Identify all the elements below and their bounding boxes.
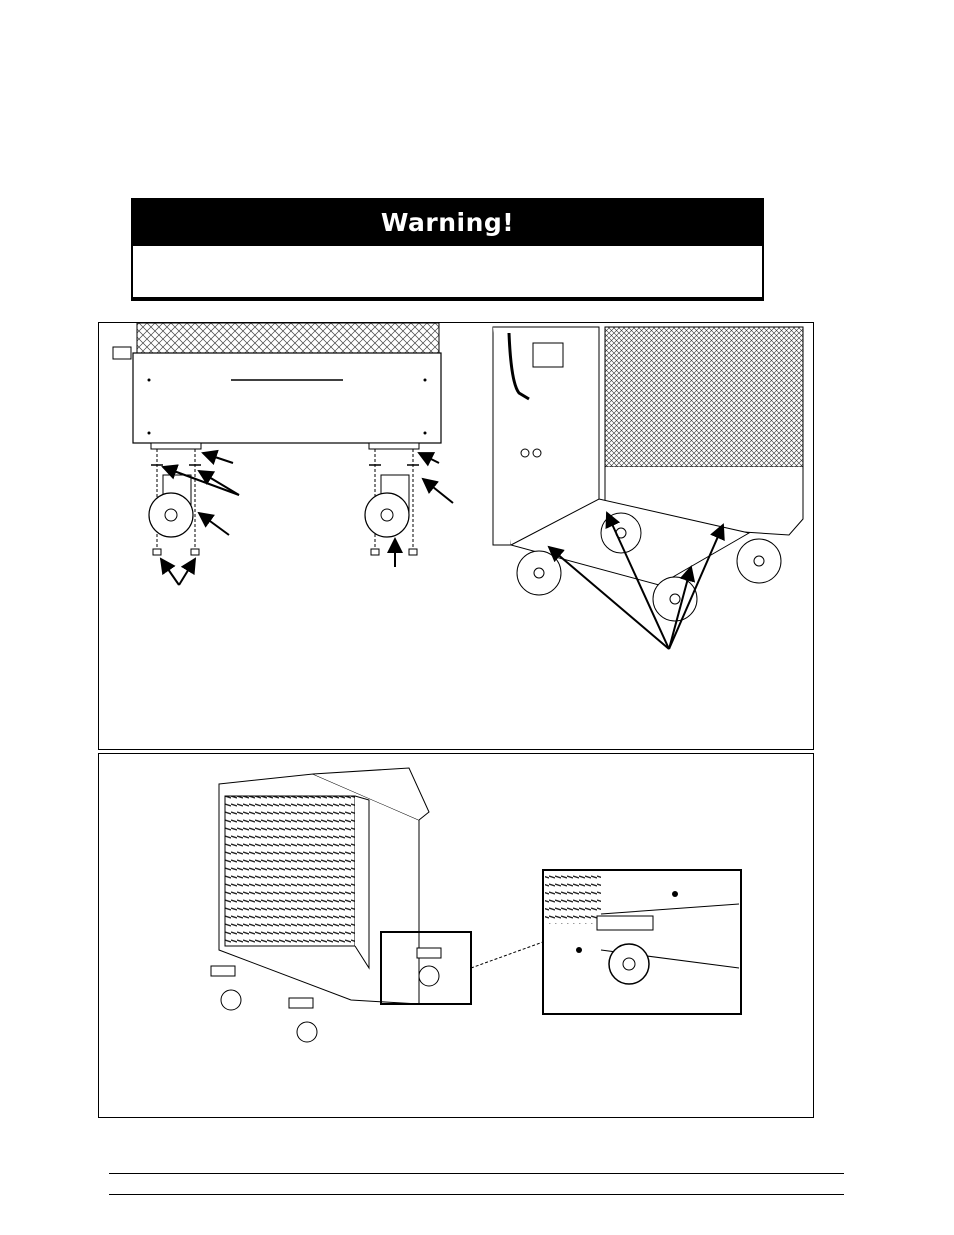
warning-box [131, 198, 764, 299]
figure-caster-attachment [98, 322, 814, 750]
caster-attachment-diagram [99, 323, 815, 751]
caster-detail-inset [543, 870, 741, 1014]
figure-unit-casters-detail [98, 753, 814, 1118]
unit-casters-detail-diagram [99, 754, 815, 1119]
warning-box-shadow [131, 297, 764, 301]
side-view-unit [113, 323, 441, 443]
footer-rule-bottom [109, 1194, 844, 1195]
footer-rule-top [109, 1173, 844, 1174]
right-caster [365, 443, 419, 555]
left-caster [149, 443, 201, 555]
warning-title: Warning! [133, 200, 762, 246]
unit-body [219, 768, 429, 1004]
detail-leader-line [471, 942, 543, 968]
